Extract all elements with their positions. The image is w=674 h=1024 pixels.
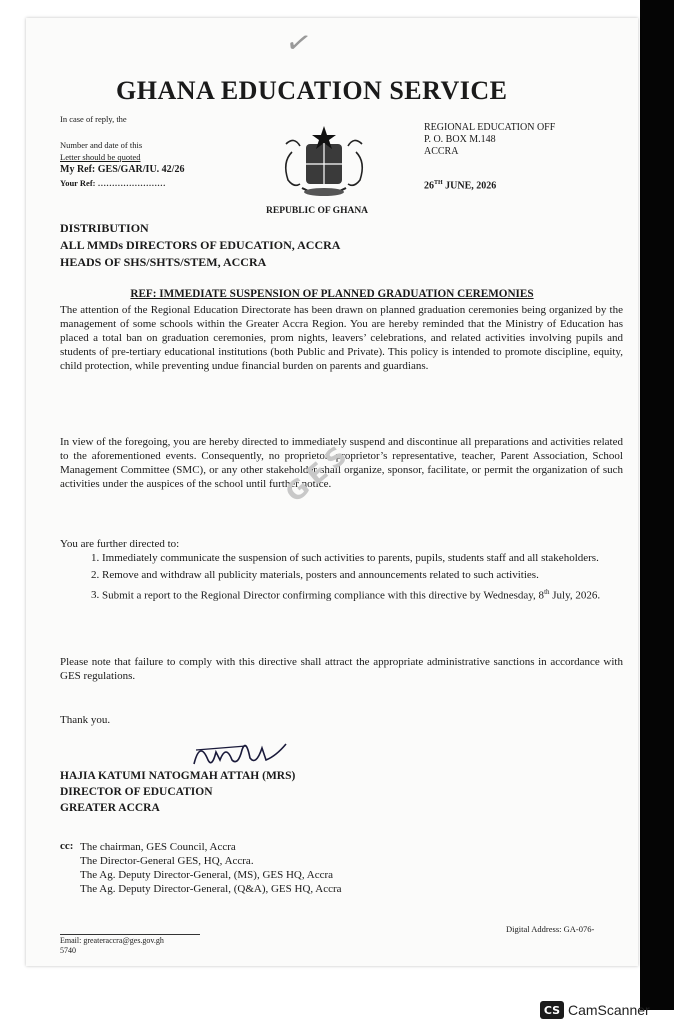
subject-line: REF: IMMEDIATE SUSPENSION OF PLANNED GRADUATION CEREMONIES bbox=[130, 288, 534, 300]
number-note-2: Letter should be quoted bbox=[60, 152, 141, 162]
paragraph-1: The attention of the Regional Education Directorate has been drawn on planned graduation ceremonies being organized by the management of some schools within the Greater Accra Region. You are hereby reminded that the Ministry of Education has placed a total ban on graduation ceremonies, prom nights, leavers’ celebrations, and related activities involving pupils and students of pre-tertiary educational institutions (both Public and Private). This policy is intended to promote discipline, equity, child protection, while preventing undue financial burden on parents and guardians. bbox=[60, 304, 623, 372]
cc-label: cc: bbox=[60, 840, 74, 852]
watermark: GES bbox=[280, 437, 358, 509]
list-item: 2. Remove and withdraw all publicity materials, posters and announcements related to such activities. bbox=[102, 569, 642, 583]
closing-thanks: Thank you. bbox=[60, 714, 111, 726]
my-ref: My Ref: GES/GAR/IU. 42/26 bbox=[60, 164, 185, 175]
letter-page bbox=[26, 18, 638, 966]
signatory-name: HAJIA KATUMI NATOGMAH ATTAH (MRS) bbox=[60, 770, 296, 782]
paragraph-3: Please note that failure to comply with this directive shall attract the appropriate administrative sanctions in accordance with GES regulations. bbox=[60, 656, 623, 682]
directives-list bbox=[84, 552, 642, 606]
distribution-block bbox=[60, 220, 340, 271]
footer-code: 5740 bbox=[60, 946, 76, 955]
camscanner-logo-icon: CS bbox=[540, 1001, 564, 1019]
letter-date: 26TH JUNE, 2026 bbox=[424, 180, 497, 192]
footer-contact bbox=[60, 936, 164, 956]
number-note-1: Number and date of this bbox=[60, 140, 143, 150]
directives-intro: You are further directed to: bbox=[60, 538, 180, 550]
cc-line: The chairman, GES Council, Accra bbox=[80, 841, 236, 853]
distribution-line: ALL MMDs DIRECTORS OF EDUCATION, ACCRA bbox=[60, 238, 341, 252]
distribution-line: HEADS OF SHS/SHTS/STEM, ACCRA bbox=[60, 255, 267, 269]
list-item: 3. Submit a report to the Regional Director confirming compliance with this directive by Wednesday, 8th July, 2026. bbox=[102, 586, 642, 604]
address-line: REGIONAL EDUCATION OFF bbox=[424, 122, 556, 133]
coat-of-arms-icon bbox=[274, 122, 374, 206]
footer-email: Email: greateraccra@ges.gov.gh bbox=[60, 936, 164, 945]
cc-line: The Ag. Deputy Director-General, (Q&A), GES HQ, Accra bbox=[80, 883, 342, 895]
address-line: ACCRA bbox=[424, 146, 459, 157]
distribution-heading: DISTRIBUTION bbox=[60, 221, 149, 235]
signatory-block bbox=[60, 768, 295, 816]
scan-edge bbox=[640, 0, 674, 1010]
reply-note: In case of reply, the bbox=[60, 114, 127, 124]
signatory-title: DIRECTOR OF EDUCATION bbox=[60, 786, 213, 798]
paragraph-2: In view of the foregoing, you are hereby directed to immediately suspend and discontinue all preparations and activities related to the aforementioned events. Consequently, no proprietor, proprietor’s representative, teacher, Parent Association, School Management Committee (SMC), or any other stakeholder shall organize, sponsor, facilitate, or permit the organization of such activities under the auspices of the school until further notice. bbox=[60, 436, 623, 490]
camscanner-label: CamScanner bbox=[568, 1002, 650, 1018]
footer-divider bbox=[60, 934, 200, 935]
camscanner-badge bbox=[540, 1000, 650, 1020]
letterhead-title: GHANA EDUCATION SERVICE bbox=[116, 76, 508, 105]
your-ref: Your Ref: …………………… bbox=[60, 178, 166, 188]
digital-address: Digital Address: GA-076- bbox=[506, 924, 595, 934]
cc-line: The Ag. Deputy Director-General, (MS), GES HQ, Accra bbox=[80, 869, 334, 881]
cc-list bbox=[80, 840, 342, 896]
cc-line: The Director-General GES, HQ, Accra. bbox=[80, 855, 254, 867]
signatory-region: GREATER ACCRA bbox=[60, 802, 160, 814]
check-mark-icon: ✓ bbox=[282, 23, 315, 64]
list-item: 1. Immediately communicate the suspension of such activities to parents, pupils, students staff and all stakeholders. bbox=[102, 552, 642, 566]
address-line: P. O. BOX M.148 bbox=[424, 134, 496, 145]
republic-label: REPUBLIC OF GHANA bbox=[266, 206, 369, 216]
office-address bbox=[424, 122, 555, 158]
